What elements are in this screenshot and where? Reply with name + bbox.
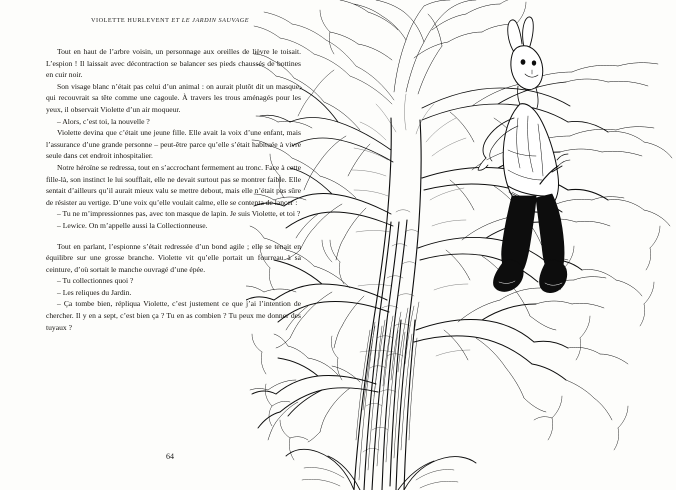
paragraph: Notre héroïne se redressa, tout en s’accrochant fermement au tronc. Face à cette fille-là, son instinct le lui soufflait, elle ne devait surtout pas se montrer faible. Elle sentait d’ailleurs qu’il aurait mieux valu se mettre debout, mais elle n’était pas sûre de résister au vertige. D’une voix qu’elle voulait calme, elle se contenta de lancer :: [46, 162, 301, 207]
paragraph: – Ça tombe bien, répliqua Violette, c’est justement ce que j’ai l’intention de chercher. Il y en a sept, c’est bien ça ? Tu en as combien ? Tu peux me donner des tuyaux ?: [46, 299, 301, 332]
paragraph: Violette devina que c’était une jeune fille. Elle avait la voix d’une enfant, mais l’assurance d’une grande personne – peut-être parce qu’elle s’était habituée à vivre seule dans cet endroit inhospitalier.: [46, 128, 301, 161]
paragraph: Tout en haut de l’arbre voisin, un personnage aux oreilles de lièvre le toisait. L’espion ! Il laissait avec décontraction se balancer ses pieds chaussés de bottines en cuir noir.: [46, 47, 301, 80]
paragraph: – Tu ne m’impressionnes pas, avec ton masque de lapin. Je suis Violette, et toi ?: [57, 209, 301, 219]
paragraph: – Tu collectionnes quoi ?: [57, 276, 134, 286]
paragraph: – Lewice. On m’appelle aussi la Collectionneuse.: [57, 220, 208, 230]
running-head-title: VIOLETTE HURLEVENT: [90, 17, 170, 24]
paragraph: – Les reliques du Jardin.: [57, 287, 132, 297]
paragraph: Son visage blanc n’était pas celui d’un animal : on aurait plutôt dit un masque, qui recouvrait sa tête comme une cagoule. À travers les trous aménagés pour les yeux, il observait Violette d’un air moqueur.: [46, 81, 301, 114]
page-number: 64: [166, 452, 174, 461]
tree-with-masked-girl-illustration: [246, 0, 676, 490]
paragraph: Tout en parlant, l’espionne s’était redressée d’un bond agile ; elle se tenait en équilibre sur une grosse branche. Violette vit qu’elle portait un fourreau à sa ceinture, d’où sortait le manche ouvragé d’une épée.: [46, 241, 301, 274]
paragraph: – Alors, c’est toi, la nouvelle ?: [57, 116, 150, 126]
running-head-subtitle: ET LE JARDIN SAUVAGE: [171, 17, 250, 24]
